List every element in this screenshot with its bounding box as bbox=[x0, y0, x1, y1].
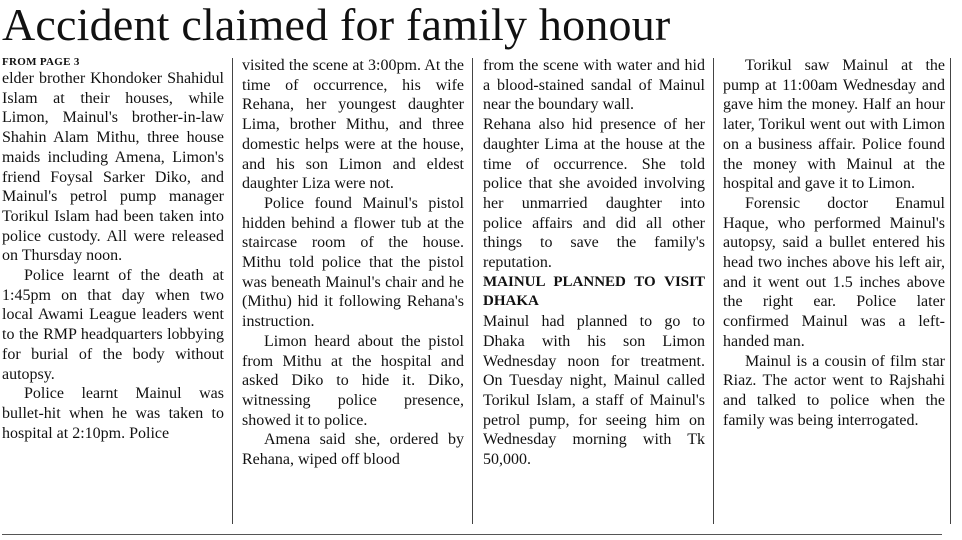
article-paragraph: Mainul is a cousin of film star Riaz. The actor went to Rajshahi and talked to police when the family was being interrogated. bbox=[723, 352, 945, 429]
article-paragraph: from the scene with water and hid a blood-stained sandal of Mainul near the boundary wall. bbox=[483, 57, 705, 114]
article-column-1 bbox=[2, 56, 224, 443]
headline: Accident claimed for family honour bbox=[2, 0, 671, 50]
article-paragraph: Torikul saw Mainul at the pump at 11:00am Wednesday and gave him the money. Half an hour later, Torikul went out with Limon on a business affair. Police found the money with Mainul at the hospital and gave it to Limon. bbox=[723, 57, 945, 193]
section-subheading: MAINUL PLANNED TO VISIT DHAKA bbox=[483, 273, 705, 310]
article-column-2 bbox=[242, 56, 464, 470]
bottom-rule bbox=[2, 534, 942, 535]
article-paragraph: Mainul had planned to go to Dhaka with his son Limon Wednesday noon for treatment. On Tuesday night, Mainul called Torikul Islam, a staff of Mainul's petrol pump, for seeing him on Wednesday morning with Tk 50,000. bbox=[483, 313, 705, 469]
column-divider bbox=[713, 58, 714, 524]
article-paragraph: Rehana also hid presence of her daughter Lima at the house at the time of occurrence. She told police that she avoided involving her unmarried daughter into police affairs and did all other things to save the family's reputation. bbox=[483, 116, 705, 272]
article-paragraph: Police learnt of the death at 1:45pm on that day when two local Awami League leaders went to the RMP headquarters lobbying for burial of the body without autopsy. bbox=[2, 267, 224, 383]
continuation-kicker: FROM PAGE 3 bbox=[2, 56, 80, 68]
article-paragraph: Police found Mainul's pistol hidden behind a flower tub at the staircase room of the house. Mithu told police that the pistol was beneath Mainul's chair and he (Mithu) hid it following Rehana's instruction. bbox=[242, 194, 464, 331]
column-divider bbox=[232, 58, 233, 524]
article-paragraph: Forensic doctor Enamul Haque, who performed Mainul's autopsy, said a bullet entered his head two inches above his left air, and it went out 1.5 inches above the right ear. Police later confirmed Mainul was a left-handed man. bbox=[723, 194, 945, 350]
article-paragraph: Limon heard about the pistol from Mithu at the hospital and asked Diko to hide it. Diko, witnessing police presence, showed it to police. bbox=[242, 332, 464, 429]
article-paragraph: Amena said she, ordered by Rehana, wiped off blood bbox=[242, 431, 464, 469]
column-divider bbox=[472, 58, 473, 524]
article-paragraph: elder brother Khondoker Shahidul Islam at their houses, while Limon, Mainul's brother-in-law Shahin Alam Mithu, three house maids including Amena, Limon's friend Foysal Sarker Diko, and Mainul's petrol pump manager Torikul Islam had been taken into police custody. All were released on Thursday noon. bbox=[2, 70, 224, 265]
article-column-3 bbox=[483, 56, 705, 470]
article-paragraph: Police learnt Mainul was bullet-hit when he was taken to hospital at 2:10pm. Police bbox=[2, 385, 224, 442]
column-divider bbox=[950, 58, 951, 524]
article-paragraph: visited the scene at 3:00pm. At the time of occurrence, his wife Rehana, her youngest daughter Lima, brother Mithu, and three domestic helps were at the house, and his son Limon and eldest daughter Liza were not. bbox=[242, 57, 464, 193]
article-column-4 bbox=[723, 56, 945, 430]
